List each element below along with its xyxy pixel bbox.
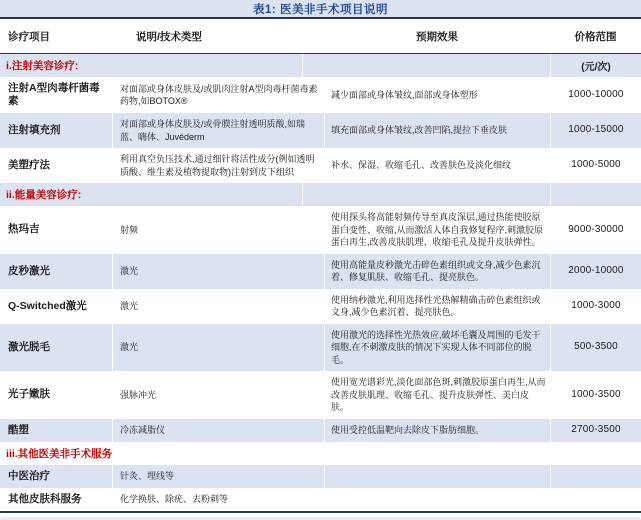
section-label: iii.其他医美非手术服务 xyxy=(6,447,113,460)
cell-effect: 补水、保湿、收缩毛孔、改善肤色及淡化细纹 xyxy=(324,148,550,183)
table-header-row xyxy=(0,19,641,54)
cell-price: 1000-15000 xyxy=(550,113,641,148)
footer-strip xyxy=(0,517,641,520)
section-unit-label xyxy=(550,183,641,206)
table-row xyxy=(0,419,641,442)
cell-tech: 对面部或身体皮肤及/或肌肉注射A型肉毒杆菌毒素药物,如BOTOX® xyxy=(112,77,324,113)
cell-item: 其他皮肤科服务 xyxy=(8,492,82,505)
cell-price: 1000-5000 xyxy=(550,148,641,183)
column-header-tech: 说明/技术类型 xyxy=(136,30,202,43)
cell-tech: 强脉冲光 xyxy=(112,371,324,419)
table-row xyxy=(0,113,641,148)
cell-tech: 射频 xyxy=(112,206,324,254)
cell-item: 热玛吉 xyxy=(8,223,40,236)
cell-price: 1000-3000 xyxy=(550,289,641,324)
cell-item: 光子嫩肤 xyxy=(8,388,50,401)
section-label: i.注射美容诊疗: xyxy=(6,60,79,72)
section-header-row xyxy=(0,442,641,465)
table-row xyxy=(0,148,641,183)
table-body xyxy=(0,54,641,511)
section-unit-label xyxy=(550,442,641,465)
cell-item: 皮秒激光 xyxy=(8,264,50,277)
table-row xyxy=(0,465,641,488)
cell-effect: 使用宽光谱彩光,淡化面部色斑,刺激胶原蛋白再生,从而改善皮肤肌理、收缩毛孔、提升皮肤弹性、美白皮肤。 xyxy=(324,371,550,419)
column-header-price: 价格范围 xyxy=(574,30,617,43)
cell-price: 1000-3500 xyxy=(550,371,641,419)
cell-tech: 针灸、埋线等 xyxy=(112,465,324,488)
cell-item: 注射A型肉毒杆菌毒素 xyxy=(8,82,100,107)
table-row xyxy=(0,488,641,511)
cell-item: 注射填充剂 xyxy=(8,124,61,136)
cell-tech: 利用真空负压技术,通过细针将活性成分(例如透明质酸、维生素及植物提取物)注射到皮下组织 xyxy=(112,148,324,183)
table-title-bar xyxy=(0,0,641,19)
cell-tech: 冷冻减脂仪 xyxy=(112,419,324,442)
cell-effect: 使用高能量皮秒激光击碎色素组织或文身,减少色素沉着、修复肌肤、收缩毛孔、提亮肤色。 xyxy=(324,254,550,289)
cell-item: 酷塑 xyxy=(8,423,29,436)
table-row xyxy=(0,324,641,372)
cell-price: 9000-30000 xyxy=(550,206,641,254)
table-title: 表1: 医美非手术项目说明 xyxy=(253,3,388,16)
table-row xyxy=(0,77,641,113)
cell-tech: 激光 xyxy=(112,254,324,289)
section-spacer xyxy=(302,54,550,77)
cell-price: 500-3500 xyxy=(550,324,641,372)
cell-price: 1000-10000 xyxy=(550,77,641,113)
cell-effect: 使用受控低温靶向去除皮下脂肪细胞。 xyxy=(324,419,550,442)
cell-effect xyxy=(324,465,550,488)
cell-price xyxy=(550,465,641,488)
cell-price: 2700-3500 xyxy=(550,419,641,442)
section-label: ii.能量美容诊疗: xyxy=(6,189,82,201)
table-row xyxy=(0,254,641,289)
cell-tech: 激光 xyxy=(112,289,324,324)
section-spacer xyxy=(302,442,550,465)
section-header-row xyxy=(0,54,641,77)
cell-item: 中医治疗 xyxy=(8,469,50,482)
section-unit-label: (元/次) xyxy=(550,54,641,77)
section-spacer xyxy=(302,183,550,206)
cell-item: 美塑疗法 xyxy=(8,159,50,171)
table-row xyxy=(0,206,641,254)
cell-item: Q-Switched激光 xyxy=(8,299,87,312)
cell-tech: 对面部或身体皮肤及/或骨膜注射透明质酸,如瑞蓝、嗨体、Juvéderm xyxy=(112,113,324,148)
footer-gap xyxy=(0,513,641,517)
cell-effect: 使用探头将高能射频传导至真皮深层,通过热能使胶原蛋白变性、收缩,从而激活人体自我修复程序,刺激胶原蛋白再生,改善皮肤肌理、收缩毛孔及提升皮肤弹性。 xyxy=(324,206,550,254)
cell-tech: 化学换肤、除疣、去粉刺等 xyxy=(112,488,324,511)
cell-price: 2000-10000 xyxy=(550,254,641,289)
cell-effect: 减少面部或身体皱纹,面部或身体塑形 xyxy=(324,77,550,113)
cell-effect: 使用激光的选择性光热效应,破坏毛囊及周围的毛发干细胞,在不刺激皮肤的情况下实现人体不同部位的脱毛。 xyxy=(324,324,550,372)
cell-item: 激光脱毛 xyxy=(8,340,50,353)
column-header-effect: 预期效果 xyxy=(416,30,458,43)
column-header-item: 诊疗项目 xyxy=(8,30,50,43)
section-header-row xyxy=(0,183,641,206)
table-row xyxy=(0,289,641,324)
cell-effect: 使用纳秒激光,利用选择性光热解精确击碎色素组织或文身,减少色素沉着、提亮肤色。 xyxy=(324,289,550,324)
cell-effect: 填充面部或身体皱纹,改善凹陷,提拉下垂皮肤 xyxy=(324,113,550,148)
table-row xyxy=(0,371,641,419)
cell-effect xyxy=(324,488,550,511)
cell-tech: 激光 xyxy=(112,324,324,372)
cell-price xyxy=(550,488,641,511)
